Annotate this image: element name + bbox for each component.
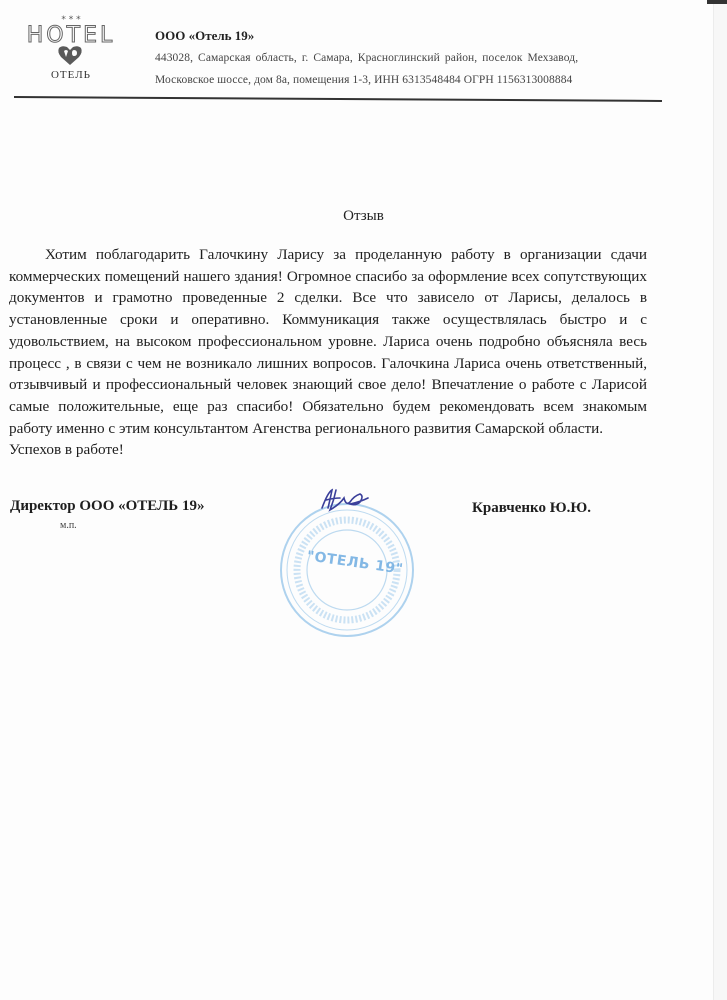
closing-line: Успехов в работе! xyxy=(9,441,124,459)
signature-stroke xyxy=(322,490,368,510)
document-body xyxy=(9,244,647,461)
handwritten-signature-icon xyxy=(318,486,378,516)
signer-title: Директор ООО «ОТЕЛЬ 19» xyxy=(10,498,205,514)
company-address-line-1: 443028, Самарская область, г. Самара, Красноглинский район, поселок Мехзавод, xyxy=(155,52,579,64)
document-title: Отзыв xyxy=(343,208,384,224)
company-name: ООО «Отель 19» xyxy=(155,28,255,43)
logo-word-otel: ОТЕЛЬ xyxy=(50,69,91,81)
scan-edge xyxy=(713,0,727,1000)
seal-label: м.п. xyxy=(60,520,77,531)
hotel-heart-logo-icon xyxy=(12,14,130,70)
signer-name: Кравченко Ю.Ю. xyxy=(472,500,591,516)
company-address-line-2: Московское шоссе, дом 8а, помещения 1-3, ИНН 6313548484 ОГРН 1156313008884 xyxy=(155,74,573,86)
logo-stars: * * * xyxy=(61,15,81,25)
hotel-logo xyxy=(12,14,130,86)
body-paragraph: Хотим поблагодарить Галочкину Ларису за проделанную работу в организации сдачи коммерческих помещений нашего здания! Огромное спасибо за оформление всех сопутствующих документов и грамотно проведенные 2 сделки. Все что зависело от Ларисы, делалось в установленные сроки и оперативно. Коммуникация также осуществлялась быстро и с удовольствием, на высоком профессиональном уровне. Лариса очень подробно объясняла весь процесс , в связи с чем не возникало лишних вопросов. Галочкина Лариса очень ответственный, отзывчивый и профессиональный человек знающий свое дело! Впечатление о работе с Ларисой самые положительные, еще раз спасибо! Обязательно будем рекомендовать всем знакомым работу именно с этим консультантом Агенства регионального развития Самарской области. xyxy=(9,246,647,437)
header-divider xyxy=(14,96,662,101)
logo-word-hotel: HOTEL xyxy=(26,23,116,48)
logo-heart-shape xyxy=(58,46,81,65)
scan-corner-mark xyxy=(707,0,727,4)
stamp-center-text: "ОТЕЛЬ 19" xyxy=(305,548,405,578)
